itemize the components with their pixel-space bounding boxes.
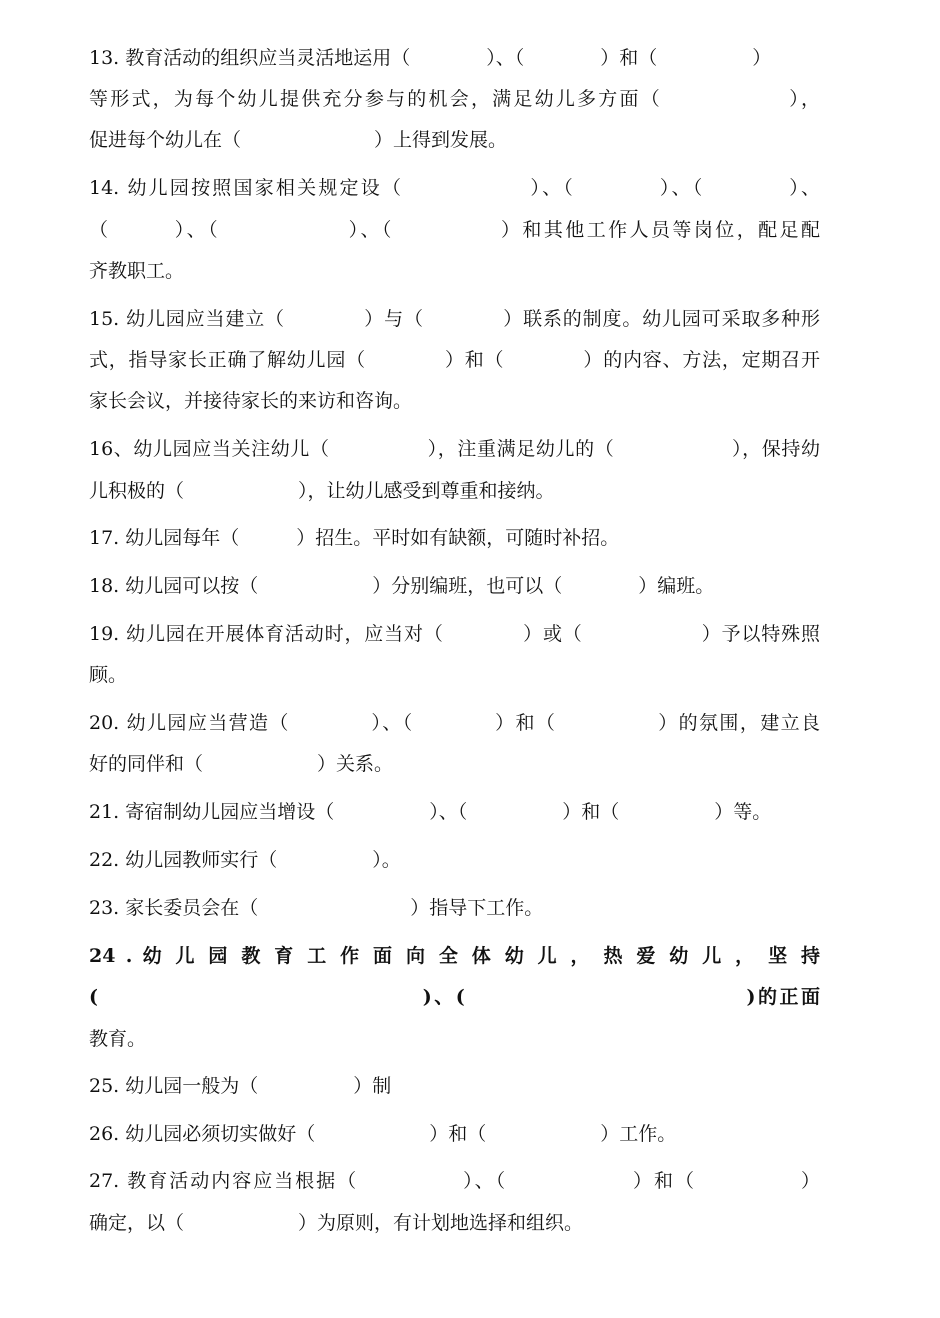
- question-26-line-1: 26. 幼儿园必须切实做好（ ）和（ ）工作。: [89, 1123, 677, 1145]
- question-13-line-2: 等形式，为每个幼儿提供充分参与的机会，满足幼儿多方面（ ），: [89, 88, 820, 110]
- question-27-line-1: 27. 教育活动内容应当根据（ ）、（ ）和（ ）: [89, 1170, 820, 1192]
- question-20-line-2: 好的同伴和（ ）关系。: [89, 753, 394, 775]
- question-20-line-1: 20. 幼儿园应当营造（ ）、（ ）和（ ）的氛围，建立良: [89, 712, 820, 734]
- question-19-line-2: 顾。: [89, 664, 128, 686]
- question-13-line-1: 13. 教育活动的组织应当灵活地运用（ ）、（ ）和（ ）: [89, 47, 772, 69]
- question-15-line-1: 15. 幼儿园应当建立（ ）与（ ）联系的制度。幼儿园可采取多种形: [89, 308, 820, 330]
- question-18-line-1: 18. 幼儿园可以按（ ）分别编班，也可以（ ）编班。: [89, 575, 715, 597]
- question-15-line-2: 式，指导家长正确了解幼儿园（ ）和（ ）的内容、方法，定期召开: [89, 349, 820, 371]
- question-22-line-1: 22. 幼儿园教师实行（ ）。: [89, 849, 401, 871]
- question-14-line-1: 14. 幼儿园按照国家相关规定设（ ）、（ ）、（ ）、: [89, 177, 820, 199]
- question-14-line-3: 齐教职工。: [89, 260, 185, 282]
- question-16-line-2: 儿积极的（ ），让幼儿感受到尊重和接纳。: [89, 480, 555, 502]
- question-24-line-2: ( )、( )的正面: [89, 986, 820, 1008]
- question-14-line-2: （ ）、（ ）、（ ）和其他工作人员等岗位，配足配: [89, 219, 820, 241]
- question-25-line-1: 25. 幼儿园一般为（ ）制: [89, 1075, 392, 1097]
- question-23-line-1: 23. 家长委员会在（ ）指导下工作。: [89, 897, 544, 919]
- question-13-line-3: 促进每个幼儿在（ ）上得到发展。: [89, 129, 508, 151]
- question-15-line-3: 家长会议，并接待家长的来访和咨询。: [89, 390, 413, 412]
- question-24-line-1: 24 . 幼 儿 园 教 育 工 作 面 向 全 体 幼 儿 ， 热 爱 幼 儿 ， 坚 持: [89, 945, 820, 967]
- question-24-line-3: 教育。: [89, 1028, 147, 1050]
- question-27-line-2: 确定，以（ ）为原则，有计划地选择和组织。: [89, 1212, 584, 1234]
- question-17-line-1: 17. 幼儿园每年（ ）招生。平时如有缺额，可随时补招。: [89, 527, 620, 549]
- question-19-line-1: 19. 幼儿园在开展体育活动时，应当对（ ）或（ ）予以特殊照: [89, 623, 820, 645]
- question-21-line-1: 21. 寄宿制幼儿园应当增设（ ）、（ ）和（ ）等。: [89, 801, 772, 823]
- question-16-line-1: 16、幼儿园应当关注幼儿（ ），注重满足幼儿的（ ），保持幼: [89, 438, 820, 460]
